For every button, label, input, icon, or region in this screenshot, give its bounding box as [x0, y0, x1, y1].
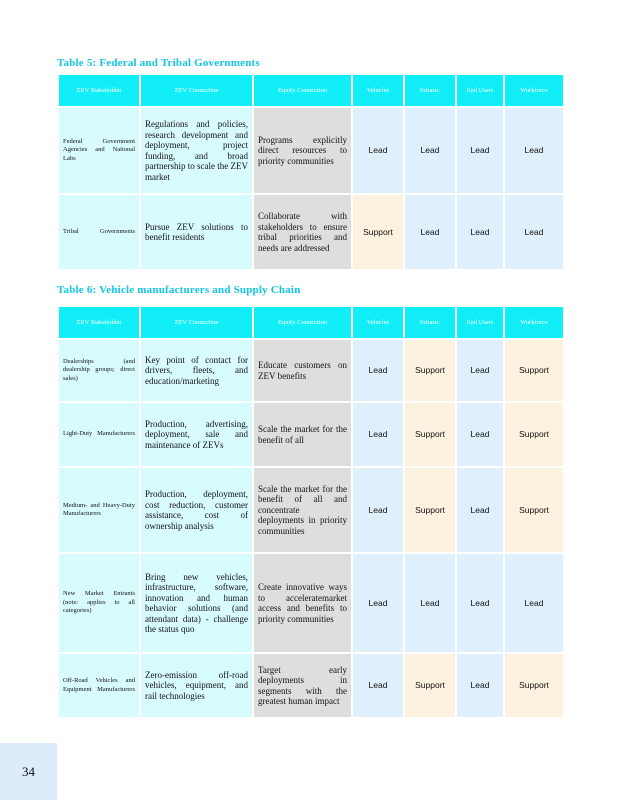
table-row — [59, 403, 563, 466]
infrastr-level-cell: Support — [405, 340, 455, 401]
workforce-level-cell: Lead — [505, 554, 563, 652]
equity-connection-cell: Programs explicitly direct resources to priority communities — [254, 108, 351, 193]
workforce-level-cell: Lead — [505, 108, 563, 193]
end-users-level-cell: Lead — [457, 195, 503, 269]
zev-connection-cell: Production, advertising, deployment, sale and maintenance of ZEVs — [141, 403, 252, 466]
table6-header-end-users: End Users — [457, 307, 503, 338]
table5-header-equity: Equity Connection — [254, 75, 351, 106]
table5-header-vehicles: Vehicles — [353, 75, 403, 106]
zev-connection-cell: Production, deployment, cost reduction, customer assistance, cost of ownership analysis — [141, 468, 252, 552]
infrastr-level-cell: Lead — [405, 195, 455, 269]
table-row — [59, 108, 563, 193]
workforce-level-cell: Support — [505, 403, 563, 466]
zev-connection-cell: Regulations and policies, research development and deployment, project funding, and broad partnership to scale the ZEV market — [141, 108, 252, 193]
end-users-level-cell: Lead — [457, 554, 503, 652]
equity-connection-cell: Collaborate with stakeholders to ensure tribal priorities and needs are addressed — [254, 195, 351, 269]
stakeholder-cell: Dealerships (and dealership groups; direct sales) — [59, 340, 139, 401]
infrastr-level-cell: Lead — [405, 108, 455, 193]
table6-header-stakeholder: ZEV Stakeholder — [59, 307, 139, 338]
workforce-level-cell: Support — [505, 468, 563, 552]
vehicles-level-cell: Support — [353, 195, 403, 269]
table6-header-connection: ZEV Connection — [141, 307, 252, 338]
vehicles-level-cell: Lead — [353, 340, 403, 401]
table6-header-workforce: Workforce — [505, 307, 563, 338]
stakeholder-cell: Off-Road Vehicles and Equipment Manufacturers — [59, 654, 139, 717]
table6-header-equity: Equity Connection — [254, 307, 351, 338]
vehicles-level-cell: Lead — [353, 403, 403, 466]
table-row — [59, 554, 563, 652]
infrastr-level-cell: Lead — [405, 554, 455, 652]
equity-connection-cell: Scale the market for the benefit of all — [254, 403, 351, 466]
vehicles-level-cell: Lead — [353, 654, 403, 717]
equity-connection-cell: Create innovative ways to acceleratemarket access and benefits to priority communities — [254, 554, 351, 652]
end-users-level-cell: Lead — [457, 108, 503, 193]
zev-connection-cell: Key point of contact for drivers, fleets, and education/marketing — [141, 340, 252, 401]
zev-connection-cell: Bring new vehicles, infrastructure, software, innovation and human behavior solutions (and attendant data) - challenge the status quo — [141, 554, 252, 652]
zev-connection-cell: Pursue ZEV solutions to benefit residents — [141, 195, 252, 269]
table6-header-row — [59, 307, 563, 338]
table-row — [59, 654, 563, 717]
stakeholder-cell: Medium- and Heavy-Duty Manufacturers — [59, 468, 139, 552]
table5-header-workforce: Workforce — [505, 75, 563, 106]
table5-header-stakeholder: ZEV Stakeholder — [59, 75, 139, 106]
end-users-level-cell: Lead — [457, 654, 503, 717]
workforce-level-cell: Lead — [505, 195, 563, 269]
infrastr-level-cell: Support — [405, 403, 455, 466]
infrastr-level-cell: Support — [405, 468, 455, 552]
table6 — [57, 305, 565, 719]
stakeholder-cell: Light-Duty Manufacturers — [59, 403, 139, 466]
workforce-level-cell: Support — [505, 654, 563, 717]
table5-caption: Table 5: Federal and Tribal Governments — [57, 57, 260, 69]
infrastr-level-cell: Support — [405, 654, 455, 717]
zev-connection-cell: Zero-emission off-road vehicles, equipment, and rail technologies — [141, 654, 252, 717]
table6-header-vehicles: Vehicles — [353, 307, 403, 338]
end-users-level-cell: Lead — [457, 403, 503, 466]
stakeholder-cell: Tribal Governments — [59, 195, 139, 269]
table5 — [57, 73, 565, 271]
table5-header-row — [59, 75, 563, 106]
table5-header-end-users: End Users — [457, 75, 503, 106]
page-number: 34 — [0, 743, 57, 800]
table-row — [59, 195, 563, 269]
table-row — [59, 340, 563, 401]
vehicles-level-cell: Lead — [353, 554, 403, 652]
stakeholder-cell: Federal Government Agencies and National Labs — [59, 108, 139, 193]
table5-header-connection: ZEV Connection — [141, 75, 252, 106]
vehicles-level-cell: Lead — [353, 468, 403, 552]
table5-header-infrastr: Infrastr. — [405, 75, 455, 106]
vehicles-level-cell: Lead — [353, 108, 403, 193]
end-users-level-cell: Lead — [457, 468, 503, 552]
table6-header-infrastr: Infrastr. — [405, 307, 455, 338]
equity-connection-cell: Target early deployments in segments with the greatest human impact — [254, 654, 351, 717]
workforce-level-cell: Support — [505, 340, 563, 401]
stakeholder-cell: New Market Entrants (note: applies to all categories) — [59, 554, 139, 652]
end-users-level-cell: Lead — [457, 340, 503, 401]
equity-connection-cell: Educate customers on ZEV benefits — [254, 340, 351, 401]
table-row — [59, 468, 563, 552]
equity-connection-cell: Scale the market for the benefit of all and concentrate deployments in priority communities — [254, 468, 351, 552]
table6-caption: Table 6: Vehicle manufacturers and Supply Chain — [57, 284, 301, 296]
